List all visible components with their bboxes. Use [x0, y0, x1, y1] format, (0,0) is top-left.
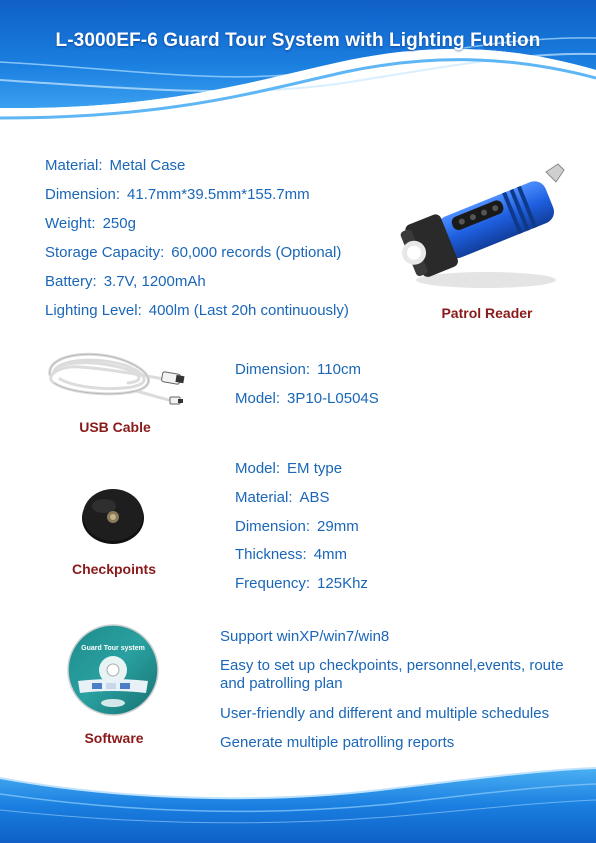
- spec-weight: Weight: 250g: [45, 215, 136, 232]
- spec-battery: Battery: 3.7V, 1200mAh: [45, 273, 206, 290]
- software-feature-schedules: User-friendly and different and multiple schedules: [220, 705, 550, 722]
- caption-checkpoints: Checkpoints: [71, 561, 156, 577]
- checkpoint-spec-thickness: Thickness: 4mm: [235, 546, 348, 563]
- checkpoint-image: [80, 484, 146, 546]
- software-disc-image: [66, 623, 160, 717]
- spec-storage-capacity: Storage Capacity: 60,000 records (Optional): [45, 244, 342, 261]
- caption-patrol-reader: Patrol Reader: [441, 305, 533, 321]
- software-feature-reports: Generate multiple patrolling reports: [220, 734, 455, 751]
- patrol-reader-image: [396, 162, 568, 294]
- checkpoint-spec-frequency: Frequency: 125Khz: [235, 575, 368, 592]
- footer-wave-banner: [0, 760, 596, 843]
- page-title: L-3000EF-6 Guard Tour System with Lighting Funtion: [55, 30, 541, 51]
- usb-cable-image: [40, 345, 186, 411]
- spec-material: Material: Metal Case: [45, 157, 186, 174]
- usb-spec-dimension: Dimension: 110cm: [235, 361, 361, 378]
- spec-dimension: Dimension: 41.7mm*39.5mm*155.7mm: [45, 186, 310, 203]
- checkpoint-spec-model: Model: EM type: [235, 460, 343, 477]
- disc-label: Guard Tour system: [81, 645, 145, 652]
- checkpoint-spec-dimension: Dimension: 29mm: [235, 518, 359, 535]
- checkpoint-spec-material: Material: ABS: [235, 489, 330, 506]
- software-feature-setup: Easy to set up checkpoints, personnel,events, route and patrolling plan: [220, 657, 564, 692]
- software-feature-os-support: Support winXP/win7/win8: [220, 628, 390, 645]
- spec-lighting-level: Lighting Level: 400lm (Last 20h continuously): [45, 302, 349, 319]
- header-wave-banner: [0, 0, 596, 130]
- caption-usb-cable: USB Cable: [79, 419, 151, 435]
- usb-spec-model: Model: 3P10-L0504S: [235, 390, 379, 407]
- caption-software: Software: [84, 730, 144, 746]
